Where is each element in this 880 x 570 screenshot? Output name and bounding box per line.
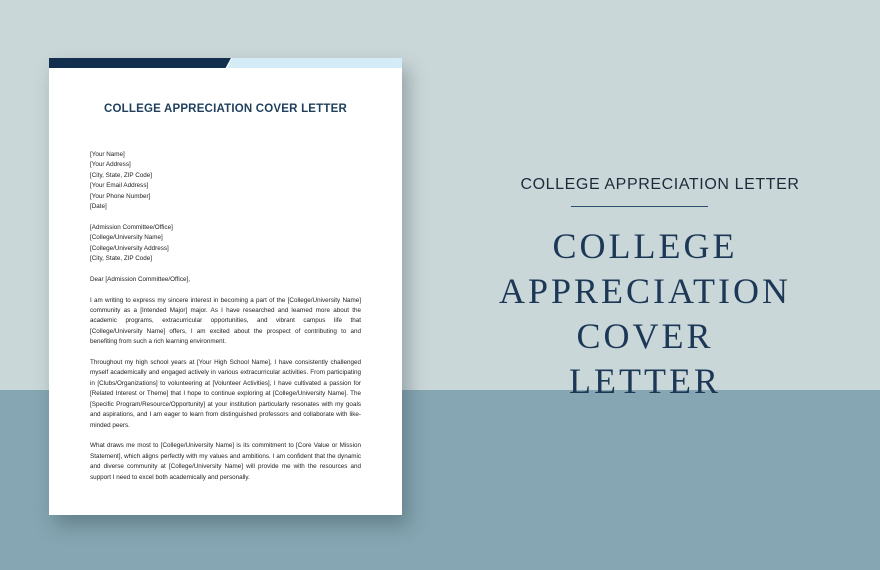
document-body	[90, 150, 361, 493]
header-accent-bar-light	[227, 58, 402, 68]
letter-document	[49, 58, 402, 515]
recipient-block	[90, 223, 361, 265]
promo-divider	[571, 206, 708, 207]
promo-title-line: COLLEGE	[552, 226, 738, 266]
sender-line: [Your Name]	[90, 151, 125, 158]
sender-line: [City, State, ZIP Code]	[90, 171, 153, 179]
recipient-line: [Admission Committee/Office]	[90, 223, 173, 231]
sender-line: [Your Phone Number]	[90, 192, 151, 200]
recipient-line: [College/University Address]	[90, 244, 169, 252]
promo-subtitle: COLLEGE APPRECIATION LETTER	[520, 176, 800, 193]
recipient-line: [College/University Name]	[90, 234, 163, 242]
sender-line: [Your Email Address]	[90, 182, 149, 190]
sender-line: [Your Address]	[90, 161, 131, 169]
promo-title	[430, 224, 860, 404]
body-paragraph: I am writing to express my sincere interest in becoming a part of the [College/University Name] community as a [Intended Major] major. As I have researched and learned more about the academic programs, extracurricular opportunities, and vibrant campus life that [College/University Name] offers, I am excited about the prospect of contributing to and benefiting from such a rich learning environment.	[90, 296, 361, 346]
promo-title-line: APPRECIATION COVER	[498, 271, 792, 356]
salutation: Dear [Admission Committee/Office],	[90, 275, 190, 283]
header-accent-bar-dark	[49, 58, 231, 68]
recipient-line: [City, State, ZIP Code]	[90, 255, 153, 263]
body-paragraph: What draws me most to [College/University Name] is its commitment to [Core Value or Mission Statement], which aligns perfectly with my values and ambitions. I am confident that the dynamic and diverse community at [College/University Name] will provide me with the resources and support I need to excel both academically and personally.	[90, 442, 361, 481]
document-title: COLLEGE APPRECIATION COVER LETTER	[103, 103, 347, 115]
sender-line: [Date]	[90, 203, 107, 211]
promo-title-line: LETTER	[569, 361, 721, 401]
sender-block	[90, 150, 361, 212]
body-paragraph: Throughout my high school years at [Your High School Name], I have consistently challenged myself academically and engaged actively in various extracurricular activities. From participating in [Clubs/Organizations] to volunteering at [Volunteer Activities], I have cultivated a passion for [Related Interest or Theme] that I hope to continue exploring at [College/University Name]. The [Specific Program/Resource/Opportunity] at your institution particularly resonates with my goals and aspirations, and I am eager to learn from distinguished professors and collaborate with like-minded peers.	[90, 359, 361, 429]
